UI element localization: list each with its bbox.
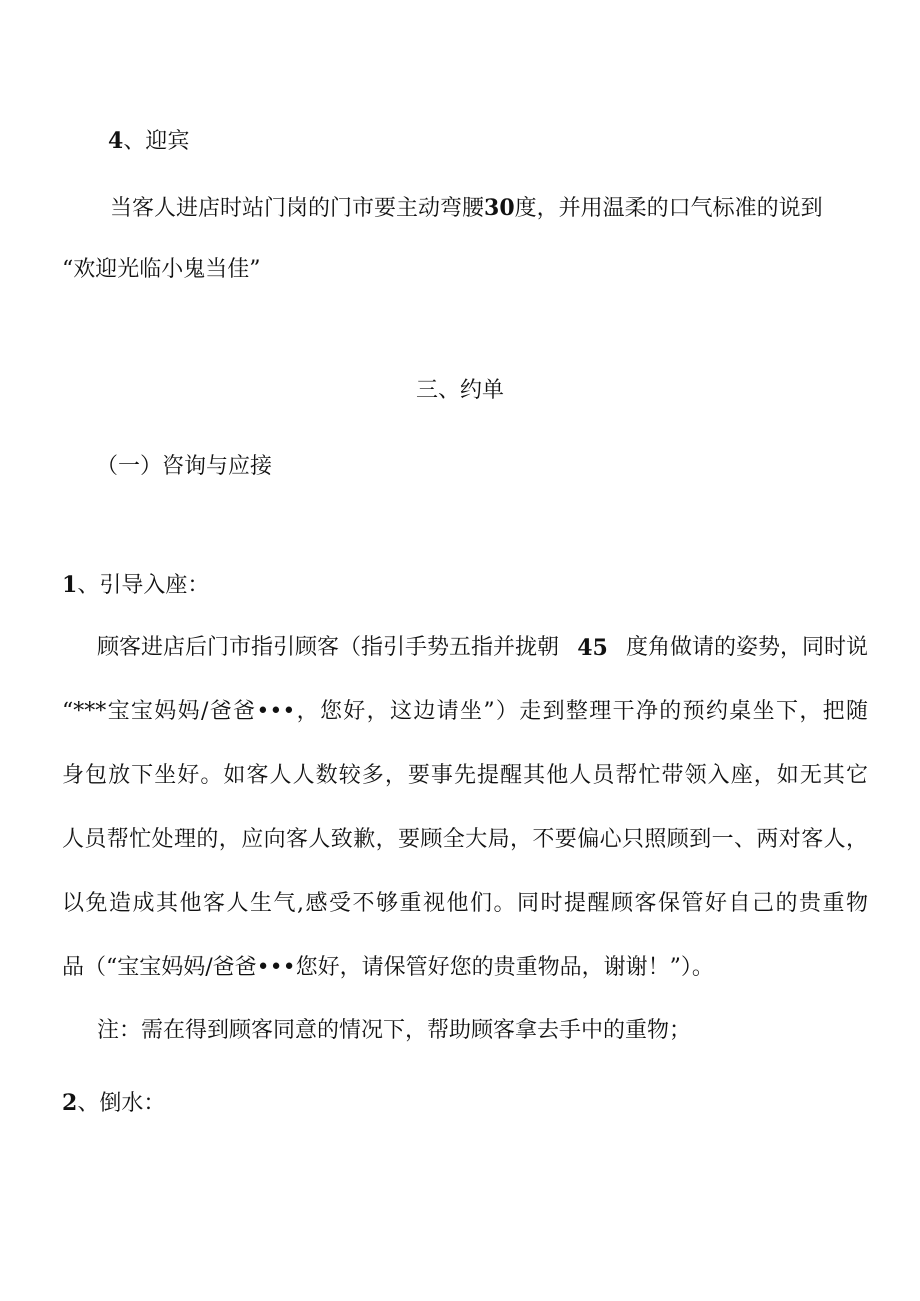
item-1-paragraph-line-2: “***宝宝妈妈/爸爸•••，您好，这边请坐”）走到整理干净的预约桌坐下，把随 bbox=[62, 699, 868, 724]
item-1-paragraph-line-3: 身包放下坐好。如客人人数较多，要事先提醒其他人员帮忙带领入座，如无其它 bbox=[62, 763, 868, 788]
item-1-paragraph-line-6: 品（“宝宝妈妈/爸爸•••您好，请保管好您的贵重物品，谢谢！”）。 bbox=[62, 955, 714, 980]
item-1-paragraph-line-4: 人员帮忙处理的，应向客人致歉，要顾全大局，不要偏心只照顾到一、两对客人， bbox=[62, 827, 868, 852]
item-1-number: 1 bbox=[62, 572, 78, 598]
text-run: 当客人进店时站门岗的门市要主动弯腰 bbox=[110, 196, 485, 221]
section-4-heading bbox=[108, 126, 189, 157]
item-2-number: 2 bbox=[62, 1090, 78, 1116]
section-4-title: 、迎宾 bbox=[123, 129, 190, 154]
text-run: 顾客进店后门市指引顾客（指引手势五指并拢朝 bbox=[97, 635, 560, 660]
section-4-paragraph-line-2: “欢迎光临小鬼当佳” bbox=[62, 257, 261, 282]
item-1-title: 、引导入座： bbox=[77, 573, 210, 598]
section-4-number: 4 bbox=[108, 128, 124, 154]
item-1-paragraph-line-1 bbox=[97, 633, 868, 663]
item-1-paragraph-line-5: 以免造成其他客人生气,感受不够重视他们。同时提醒顾客保管好自己的贵重物 bbox=[62, 891, 868, 916]
chapter-3-subheading: （一）咨询与应接 bbox=[96, 454, 273, 479]
section-4-paragraph-line-1 bbox=[110, 193, 823, 224]
item-2-title: 、倒水： bbox=[77, 1091, 166, 1116]
item-1-heading bbox=[62, 570, 209, 601]
number-30: 30 bbox=[484, 195, 515, 221]
number-45: 45 bbox=[577, 635, 608, 661]
text-run: 度角做请的姿势，同时说 bbox=[625, 635, 868, 660]
text-run: 度，并用温柔的口气标准的说到 bbox=[514, 196, 823, 221]
item-2-heading bbox=[62, 1088, 165, 1119]
chapter-3-heading: 三、约单 bbox=[415, 378, 504, 403]
item-1-note: 注：需在得到顾客同意的情况下，帮助顾客拿去手中的重物； bbox=[97, 1018, 692, 1043]
